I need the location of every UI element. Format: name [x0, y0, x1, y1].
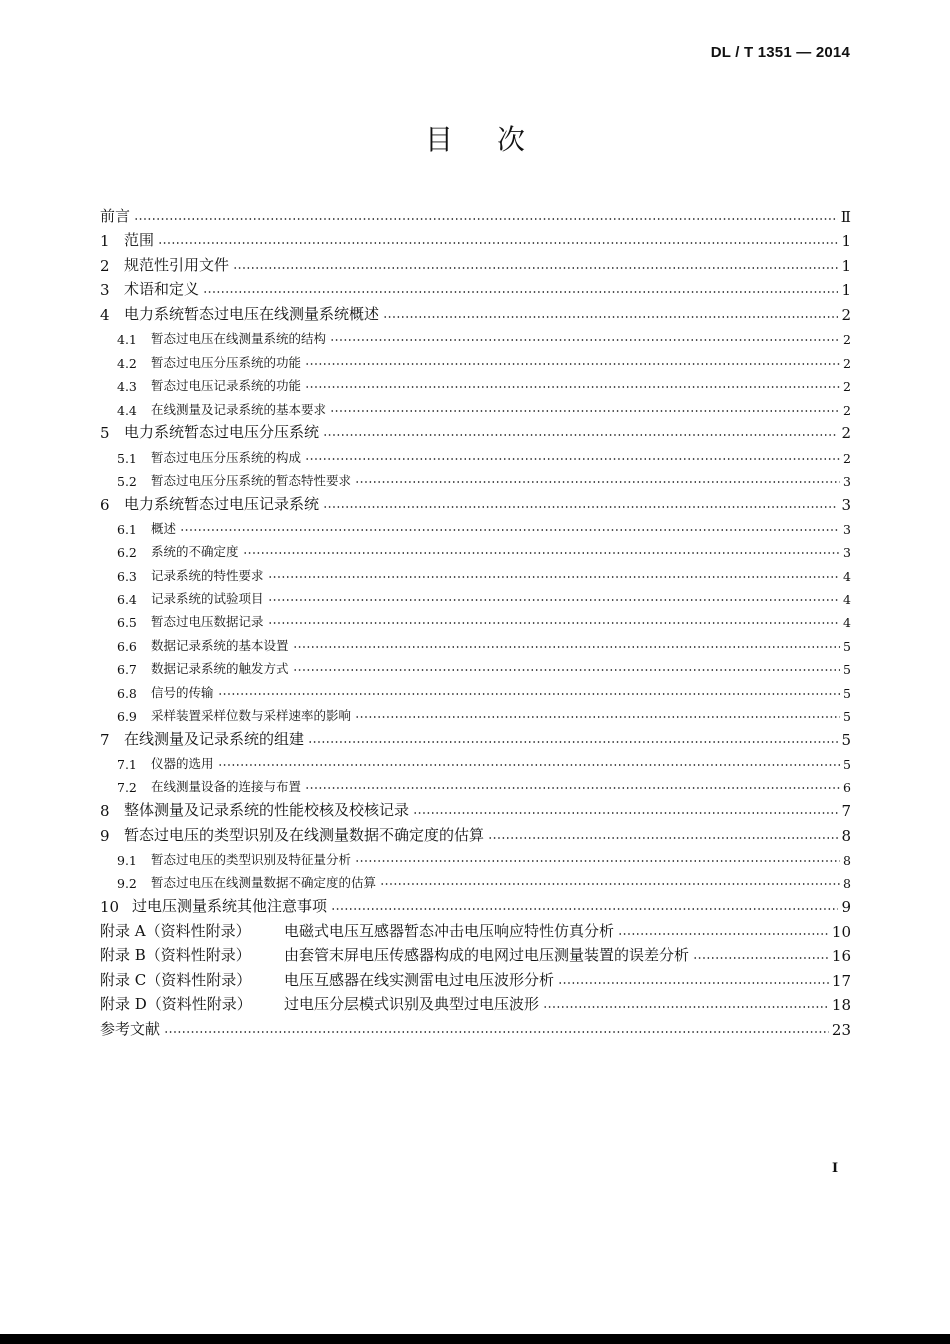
toc-entry-title: 电磁式电压互感器暂态冲击电压响应特性仿真分析: [284, 921, 615, 940]
toc-entry[interactable]: [100, 324, 851, 347]
toc-entry-number: 9: [100, 826, 110, 845]
toc-entry-title: 在线测量及记录系统的组建: [124, 729, 305, 748]
bottom-edge-bar: [0, 1334, 950, 1344]
toc-entry-page: 8: [843, 852, 851, 868]
toc-entry-number: 6.8: [117, 685, 137, 701]
toc-entry[interactable]: [100, 275, 851, 300]
toc-entry-title: 记录系统的特性要求: [151, 567, 264, 583]
toc-entry-title: 前言: [100, 206, 131, 225]
toc-entry-page: 2: [843, 379, 851, 395]
toc-entry-page: 4: [843, 615, 851, 631]
document-code: DL / T 1351 — 2014: [710, 44, 850, 61]
toc-entry[interactable]: [100, 250, 851, 275]
toc-entry-title: 暂态过电压分压系统的构成: [151, 449, 302, 465]
toc-entry-number: 5: [100, 424, 110, 443]
toc-dot-leader: [355, 858, 840, 864]
toc-entry-number: 6.7: [117, 662, 137, 678]
toc-entry-number: 6.5: [117, 615, 137, 631]
toc-dot-leader: [305, 785, 840, 791]
toc-entry-number: 附录 C（资料性附录）: [100, 970, 252, 989]
toc-entry-page: 2: [843, 402, 851, 418]
toc-entry[interactable]: [100, 749, 851, 772]
toc-entry-title: 范围: [124, 231, 155, 250]
toc-entry-title: 暂态过电压分压系统的暂态特性要求: [151, 472, 352, 488]
toc-dot-leader: [488, 835, 838, 841]
toc-entry-title: 记录系统的试验项目: [151, 591, 264, 607]
toc-entry-page: 2: [841, 424, 851, 443]
toc-entry[interactable]: [100, 1014, 851, 1039]
toc-entry[interactable]: [100, 795, 851, 820]
toc-entry[interactable]: [100, 226, 851, 251]
toc-dot-leader: [243, 550, 840, 556]
toc-entry-page: 2: [843, 332, 851, 348]
toc-entry[interactable]: [100, 724, 851, 749]
toc-entry[interactable]: [100, 965, 851, 990]
toc-entry-number: 附录 A（资料性附录）: [100, 921, 251, 940]
toc-entry-page: 7: [841, 801, 851, 820]
toc-entry-page: 5: [843, 709, 851, 725]
toc-entry-title: 由套管末屏电压传感器构成的电网过电压测量装置的误差分析: [284, 946, 690, 965]
toc-entry-number: 8: [100, 801, 110, 820]
toc-entry-number: 6: [100, 495, 110, 514]
toc-entry[interactable]: [100, 891, 851, 916]
toc-dot-leader: [355, 714, 840, 720]
toc-entry-page: 9: [841, 897, 851, 916]
toc-entry-title: 规范性引用文件: [124, 255, 230, 274]
toc-entry-page: 8: [843, 876, 851, 892]
toc-entry-number: 4: [100, 305, 110, 324]
toc-entry[interactable]: [100, 584, 851, 607]
toc-dot-leader: [158, 240, 838, 246]
toc-dot-leader: [293, 667, 840, 673]
toc-entry-page: 5: [843, 662, 851, 678]
toc-entry-title: 仪器的选用: [151, 756, 214, 771]
toc-entry-title: 在线测量设备的连接与布置: [151, 779, 302, 795]
toc-dot-leader: [218, 762, 840, 768]
toc-entry-page: 5: [843, 757, 851, 772]
toc-entry-number: 4.4: [117, 402, 137, 418]
toc-entry-page: 18: [831, 996, 851, 1015]
toc-entry[interactable]: [100, 299, 851, 324]
toc-dot-leader: [164, 1029, 829, 1035]
toc-entry-number: 5.2: [117, 473, 137, 489]
toc-entry[interactable]: [100, 466, 851, 489]
toc-entry-title: 电力系统暂态过电压记录系统: [124, 494, 320, 513]
title-char-2: 次: [497, 123, 526, 156]
table-of-contents: [100, 201, 851, 1039]
toc-dot-leader: [355, 479, 840, 485]
toc-entry-title: 暂态过电压记录系统的功能: [151, 378, 302, 394]
toc-entry-number: 5.1: [117, 450, 137, 466]
toc-entry[interactable]: [100, 489, 851, 514]
toc-entry-page: 8: [841, 826, 851, 845]
toc-entry-page: 1: [841, 256, 851, 275]
toc-entry-page: Ⅱ: [840, 207, 851, 226]
toc-dot-leader: [543, 1004, 829, 1010]
toc-entry[interactable]: [100, 442, 851, 465]
toc-entry-title: 暂态过电压在线测量数据不确定度的估算: [151, 875, 377, 891]
toc-entry-title: 电压互感器在线实测雷电过电压波形分析: [284, 970, 555, 989]
toc-entry-page: 2: [841, 305, 851, 324]
toc-entry-page: 5: [843, 638, 851, 654]
toc-entry[interactable]: [100, 607, 851, 630]
toc-entry[interactable]: [100, 630, 851, 653]
toc-entry-page: 5: [841, 730, 851, 749]
toc-entry[interactable]: [100, 560, 851, 583]
toc-entry-title: 信号的传输: [151, 684, 214, 700]
toc-entry[interactable]: [100, 701, 851, 724]
toc-dot-leader: [218, 691, 840, 697]
toc-entry-page: 17: [831, 971, 851, 990]
toc-entry-title: 电力系统暂态过电压分压系统: [124, 423, 320, 442]
toc-entry-number: 7.1: [117, 757, 137, 772]
toc-dot-leader: [323, 504, 838, 510]
toc-dot-leader: [268, 597, 840, 603]
toc-entry-number: 1: [100, 232, 110, 251]
toc-entry-title: 概述: [151, 520, 177, 536]
toc-entry[interactable]: [100, 418, 851, 443]
toc-entry-number: 6.9: [117, 709, 137, 725]
toc-entry-number: 9.2: [117, 876, 137, 892]
toc-dot-leader: [618, 931, 829, 937]
toc-dot-leader: [180, 527, 840, 533]
toc-dot-leader: [330, 337, 840, 343]
toc-entry-page: 3: [843, 545, 851, 561]
toc-entry-page: 3: [843, 473, 851, 489]
page-title: [0, 118, 950, 158]
toc-entry-number: 9.1: [117, 852, 137, 868]
toc-entry-title: 术语和定义: [124, 280, 200, 299]
toc-entry[interactable]: [100, 916, 851, 941]
toc-entry-title: 数据记录系统的触发方式: [151, 661, 289, 677]
toc-entry-page: 6: [843, 780, 851, 796]
toc-entry[interactable]: [100, 845, 851, 868]
toc-entry-title: 暂态过电压数据记录: [151, 614, 264, 630]
toc-dot-leader: [323, 432, 838, 438]
toc-entry-title: 暂态过电压的类型识别及特征量分析: [151, 851, 352, 867]
toc-entry-page: 4: [843, 568, 851, 584]
toc-entry-number: 6.2: [117, 545, 137, 561]
toc-entry-title: 电力系统暂态过电压在线测量系统概述: [124, 304, 380, 323]
toc-entry-page: 10: [831, 922, 851, 941]
toc-entry-number: 6.4: [117, 592, 137, 608]
toc-dot-leader: [293, 644, 840, 650]
toc-dot-leader: [268, 620, 840, 626]
toc-entry-title: 参考文献: [100, 1019, 161, 1038]
toc-entry[interactable]: [100, 514, 851, 537]
toc-entry-number: 2: [100, 256, 110, 275]
toc-entry[interactable]: [100, 371, 851, 394]
toc-entry-number: 6.1: [117, 521, 137, 537]
toc-entry-page: 1: [841, 232, 851, 251]
toc-entry-title: 系统的不确定度: [151, 544, 239, 560]
toc-entry-number: 7: [100, 730, 110, 749]
toc-entry[interactable]: [100, 654, 851, 677]
toc-entry-number: 4.1: [117, 332, 137, 348]
toc-entry-title: 暂态过电压分压系统的功能: [151, 354, 302, 370]
toc-entry-number: 3: [100, 281, 110, 300]
toc-dot-leader: [693, 955, 829, 961]
toc-entry-page: 1: [841, 281, 851, 300]
toc-entry[interactable]: [100, 537, 851, 560]
toc-dot-leader: [233, 265, 838, 271]
toc-entry-page: 3: [843, 521, 851, 537]
toc-entry[interactable]: [100, 347, 851, 370]
toc-entry-title: 在线测量及记录系统的基本要求: [151, 401, 327, 417]
toc-entry[interactable]: [100, 941, 851, 966]
toc-dot-leader: [331, 906, 838, 912]
toc-entry-title: 过电压分层模式识别及典型过电压波形: [284, 995, 540, 1014]
toc-entry-title: 采样装置采样位数与采样速率的影响: [151, 708, 352, 724]
toc-dot-leader: [305, 384, 840, 390]
page-number: I: [832, 1161, 839, 1176]
toc-dot-leader: [203, 289, 838, 295]
toc-entry-number: 10: [100, 897, 120, 916]
toc-entry-page: 4: [843, 592, 851, 608]
toc-entry-title: 整体测量及记录系统的性能校核及校核记录: [124, 800, 410, 819]
toc-entry-page: 16: [831, 947, 851, 966]
title-char-1: 目: [424, 123, 453, 156]
toc-dot-leader: [308, 739, 838, 745]
toc-entry-title: 暂态过电压在线测量系统的结构: [151, 331, 327, 347]
toc-entry-page: 2: [843, 355, 851, 371]
toc-dot-leader: [558, 980, 829, 986]
toc-entry[interactable]: [100, 201, 851, 226]
toc-entry[interactable]: [100, 868, 851, 891]
toc-entry[interactable]: [100, 990, 851, 1015]
toc-entry-number: 4.2: [117, 355, 137, 371]
toc-dot-leader: [383, 314, 838, 320]
toc-dot-leader: [413, 810, 838, 816]
toc-entry-number: 6.6: [117, 638, 137, 654]
toc-entry-number: 7.2: [117, 780, 137, 796]
toc-entry-number: 6.3: [117, 568, 137, 584]
toc-entry[interactable]: [100, 394, 851, 417]
toc-dot-leader: [268, 574, 840, 580]
toc-entry-page: 3: [841, 495, 851, 514]
toc-entry-title: 暂态过电压的类型识别及在线测量数据不确定度的估算: [124, 825, 485, 844]
toc-dot-leader: [380, 881, 840, 887]
toc-entry-title: 数据记录系统的基本设置: [151, 637, 289, 653]
toc-entry[interactable]: [100, 772, 851, 795]
toc-dot-leader: [330, 408, 840, 414]
toc-dot-leader: [305, 361, 840, 367]
toc-entry-number: 附录 D（资料性附录）: [100, 995, 252, 1014]
toc-entry-number: 附录 B（资料性附录）: [100, 946, 251, 965]
toc-entry-number: 4.3: [117, 379, 137, 395]
toc-entry[interactable]: [100, 677, 851, 700]
toc-entry[interactable]: [100, 820, 851, 845]
toc-entry-page: 5: [843, 685, 851, 701]
toc-dot-leader: [134, 216, 838, 222]
toc-entry-page: 2: [843, 450, 851, 466]
toc-entry-title: 过电压测量系统其他注意事项: [132, 896, 328, 915]
toc-entry-page: 23: [831, 1020, 851, 1039]
toc-dot-leader: [305, 456, 840, 462]
